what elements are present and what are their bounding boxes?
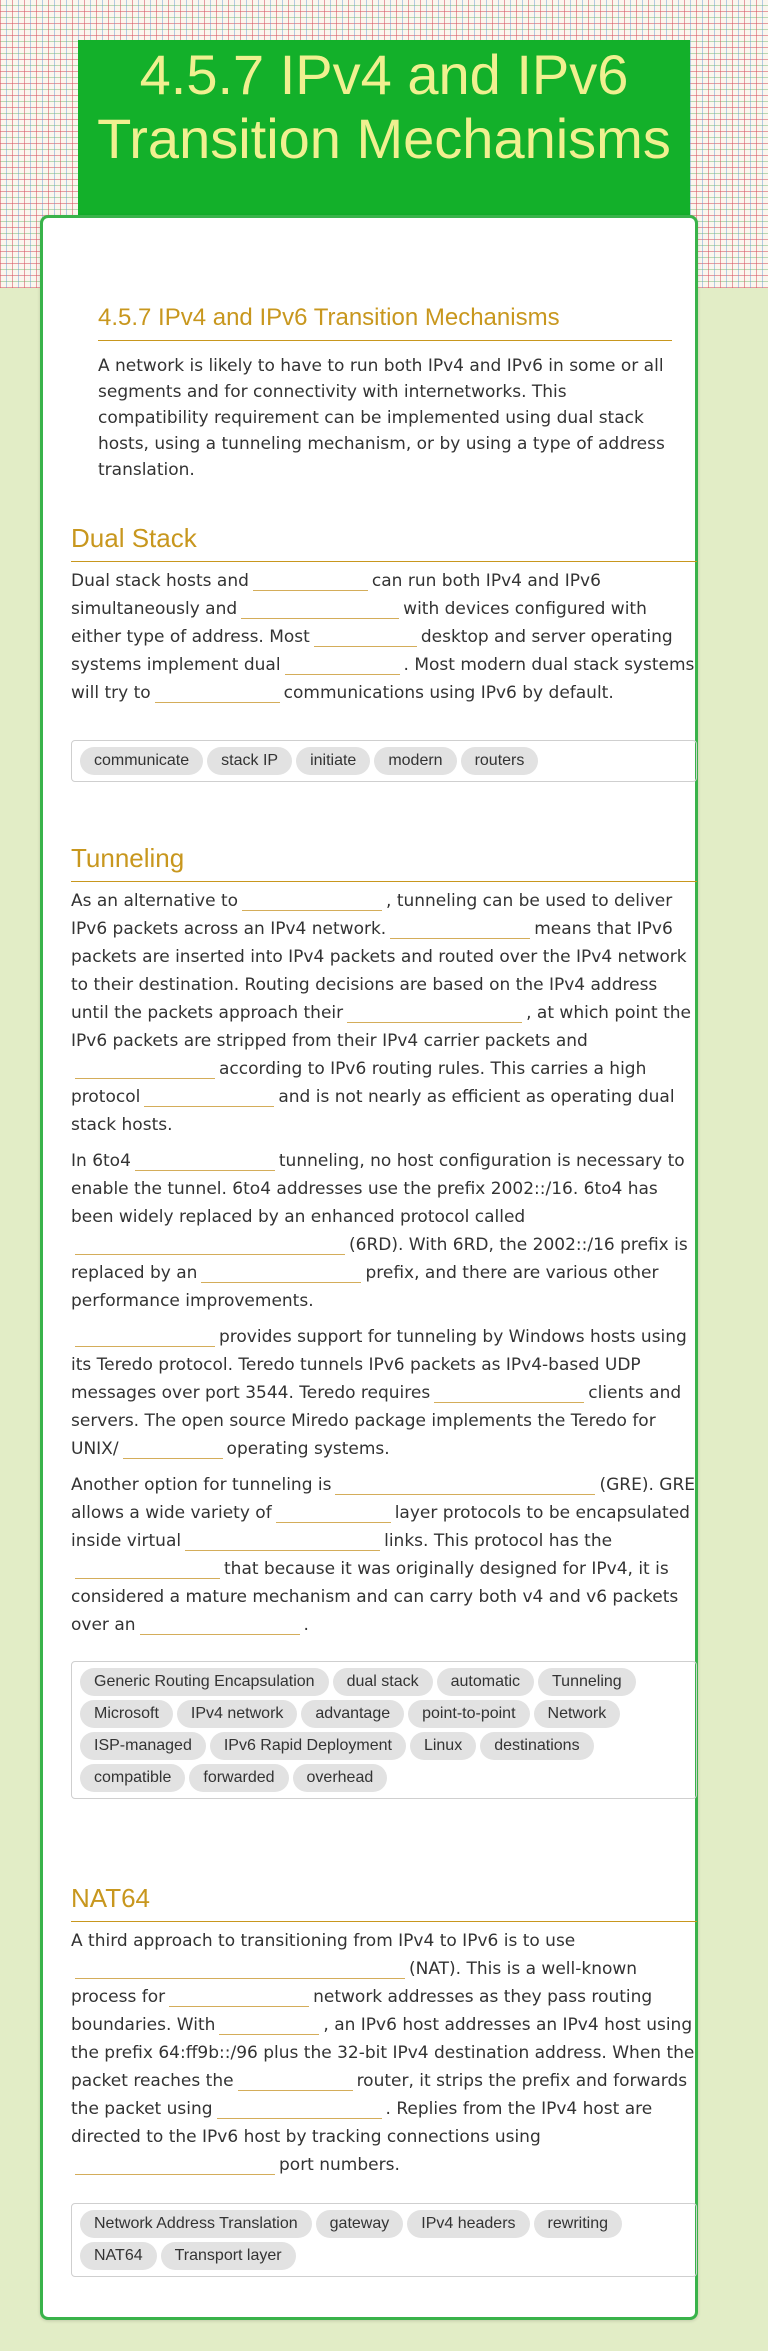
word-chip[interactable]: compatible [80,1764,185,1792]
blank-input[interactable] [144,1088,274,1107]
word-chip[interactable]: destinations [480,1732,593,1760]
blank-input[interactable] [75,1560,220,1579]
word-chip[interactable]: Linux [410,1732,476,1760]
word-chip[interactable]: Microsoft [80,1700,173,1728]
word-chip[interactable]: automatic [437,1668,534,1696]
dual-stack-word-bank [71,740,697,782]
blank-input[interactable] [155,684,280,703]
word-chip[interactable]: forwarded [189,1764,288,1792]
blank-input[interactable] [217,2100,382,2119]
word-chip[interactable]: Transport layer [161,2242,296,2270]
blank-input[interactable] [75,1328,215,1347]
worksheet-card [40,215,698,2320]
blank-input[interactable] [241,600,399,619]
word-chip[interactable]: IPv4 network [177,1700,297,1728]
blank-input[interactable] [75,1060,215,1079]
blank-input[interactable] [276,1504,391,1523]
blank-input[interactable] [135,1152,275,1171]
dual-stack-text: Dual stack hosts and can run both IPv4 and IPv6 simultaneously and with devices configured with either type of address. Most desktop and server operating systems implement dual . Most modern dual stack systems will try to communications using IPv6 by default. [71,571,695,703]
word-chip[interactable]: point-to-point [408,1700,529,1728]
blank-input[interactable] [169,1988,309,2007]
word-chip[interactable]: dual stack [333,1668,433,1696]
blank-input[interactable] [335,1476,595,1495]
word-chip[interactable]: rewriting [534,2210,622,2238]
blank-input[interactable] [185,1532,380,1551]
word-chip[interactable]: Network Address Translation [80,2210,312,2238]
nat64-title: NAT64 [71,1883,697,1922]
tunneling-section [71,843,697,1799]
blank-input[interactable] [75,1236,345,1255]
blank-input[interactable] [123,1440,223,1459]
nat64-word-bank [71,2203,697,2277]
dual-stack-title: Dual Stack [71,523,697,562]
intro-title: 4.5.7 IPv4 and IPv6 Transition Mechanisms [98,303,672,341]
word-chip[interactable]: NAT64 [80,2242,157,2270]
word-chip[interactable]: ISP-managed [80,1732,206,1760]
word-chip[interactable]: IPv4 headers [407,2210,529,2238]
nat64-section [71,1883,697,2277]
blank-input[interactable] [390,920,530,939]
word-chip[interactable]: Network [534,1700,621,1728]
banner-title: 4.5.7 IPv4 and IPv6 Transition Mechanisms [97,43,671,170]
blank-input[interactable] [253,572,368,591]
title-banner [78,40,690,220]
blank-input[interactable] [238,2072,353,2091]
blank-input[interactable] [285,656,400,675]
blank-input[interactable] [75,2156,275,2175]
blank-input[interactable] [219,2016,319,2035]
blank-input[interactable] [201,1264,361,1283]
blank-input[interactable] [347,1004,522,1023]
word-chip[interactable]: routers [461,747,539,775]
intro-text: A network is likely to have to run both IPv4 and IPv6 in some or all segments and for connectivity with internetworks. This compatibility requirement can be implemented using dual stack hosts, using a tunneling mechanism, or by using a type of address translation. [98,356,665,480]
word-chip[interactable]: modern [374,747,456,775]
word-chip[interactable]: Tunneling [538,1668,636,1696]
word-chip[interactable]: overhead [293,1764,388,1792]
tunneling-title: Tunneling [71,843,697,882]
word-chip[interactable]: gateway [316,2210,404,2238]
intro-section [98,303,672,483]
word-chip[interactable]: stack IP [207,747,292,775]
word-chip[interactable]: communicate [80,747,203,775]
word-chip[interactable]: IPv6 Rapid Deployment [210,1732,406,1760]
nat64-text: A third approach to transitioning from IPv4 to IPv6 is to use(NAT). This is a well-known process for network addresses as they pass routing boundaries. With , an IPv6 host addresses an IPv4 host using the prefix 64:ff9b::/96 plus the 32-bit IPv4 destination address. When the packet reaches the router, it strips the prefix and forwards the packet using . Replies from the IPv4 host are directed to the IPv6 host by tracking connections usingport numbers. [71,1931,695,2175]
blank-input[interactable] [140,1616,300,1635]
blank-input[interactable] [75,1960,405,1979]
word-chip[interactable]: Generic Routing Encapsulation [80,1668,329,1696]
blank-input[interactable] [314,628,417,647]
tunneling-text: As an alternative to , tunneling can be used to deliver IPv6 packets across an IPv4 network. means that IPv6 packets are inserted into IPv4 packets and routed over the IPv4 network to their destination. Routing decisions are based on the IPv4 address until the packets approach their , at which point the IPv6 packets are stripped from their IPv4 carrier packets andaccording to IPv6 routing rules. This carries a high protocol and is not nearly as efficient as operating dual stack hosts. In 6to4 tunneling, no host configuration is necessary to enable the tunnel. 6to4 addresses use the prefix 2002::/16. 6to4 has been widely replaced by an enhanced protocol called(6RD). With 6RD, the 2002::/16 prefix is replaced by an prefix, and there are various other performance improvements. provides support for tunneling by Windows hosts using its Teredo protocol. Teredo tunnels IPv6 packets as IPv4-based UDP messages over port 3544. Teredo requires clients and servers. The open source Miredo package implements the Teredo for UNIX/ operating systems. Another option for tunneling is (GRE). GRE allows a wide variety of layer protocols to be encapsulated inside virtual links. This protocol has thethat because it was originally designed for IPv4, it is considered a mature mechanism and can carry both v4 and v6 packets over an . [71,891,696,1635]
dual-stack-section [71,523,697,782]
blank-input[interactable] [434,1384,584,1403]
word-chip[interactable]: initiate [296,747,370,775]
word-chip[interactable]: advantage [301,1700,404,1728]
tunneling-word-bank [71,1661,697,1799]
blank-input[interactable] [242,892,382,911]
